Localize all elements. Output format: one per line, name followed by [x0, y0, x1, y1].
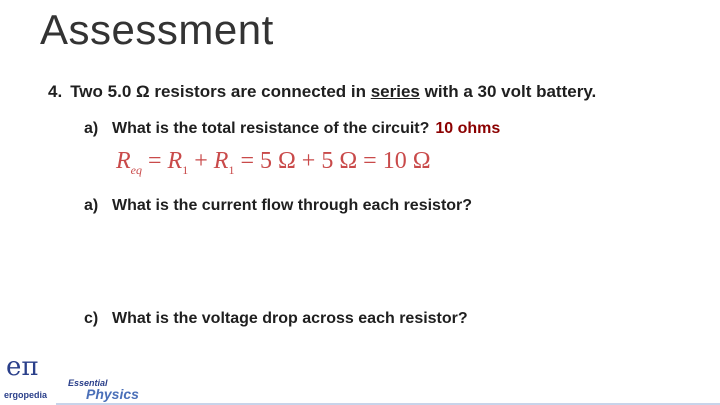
ergopedia-logo-text: ergopedia	[4, 390, 48, 400]
part-text: What is the total resistance of the circuit?	[112, 120, 430, 137]
part-current-flow	[84, 197, 472, 215]
eq-sub1b: 1	[228, 163, 235, 177]
eq-symbol-r: R	[116, 148, 131, 174]
part-label: c)	[84, 310, 99, 327]
footer	[0, 352, 720, 405]
eq-r1a: R	[167, 148, 183, 174]
equivalent-resistance-equation	[116, 148, 431, 178]
part-a-total-resistance	[84, 120, 500, 138]
eq-equals: =	[142, 148, 168, 174]
eq-r1b: R	[213, 148, 229, 174]
part-text: What is the current flow through each resistor?	[112, 197, 473, 214]
physics-label: Physics	[86, 386, 139, 402]
eq-sub1a: 1	[182, 163, 189, 177]
part-label: a)	[84, 197, 99, 214]
part-c-voltage-drop	[84, 310, 468, 328]
question-text-before: Two 5.0 Ω resistors are connected in	[70, 82, 371, 101]
essential-label: Essential	[68, 378, 108, 388]
part-text: What is the voltage drop across each resistor?	[112, 310, 468, 327]
eq-rest: = 5 Ω + 5 Ω = 10 Ω	[234, 148, 431, 174]
part-answer: 10 ohms	[435, 120, 501, 137]
question-4	[48, 82, 596, 102]
question-number: 4.	[48, 82, 63, 101]
page-title: Assessment	[40, 6, 274, 53]
eq-subscript: eq	[130, 163, 142, 177]
part-label: a)	[84, 120, 99, 137]
question-text-after: with a 30 volt battery.	[419, 82, 597, 101]
eq-plus: +	[188, 148, 214, 174]
ergopedia-logo-icon: eπ	[6, 352, 39, 382]
question-underlined: series	[370, 82, 420, 101]
